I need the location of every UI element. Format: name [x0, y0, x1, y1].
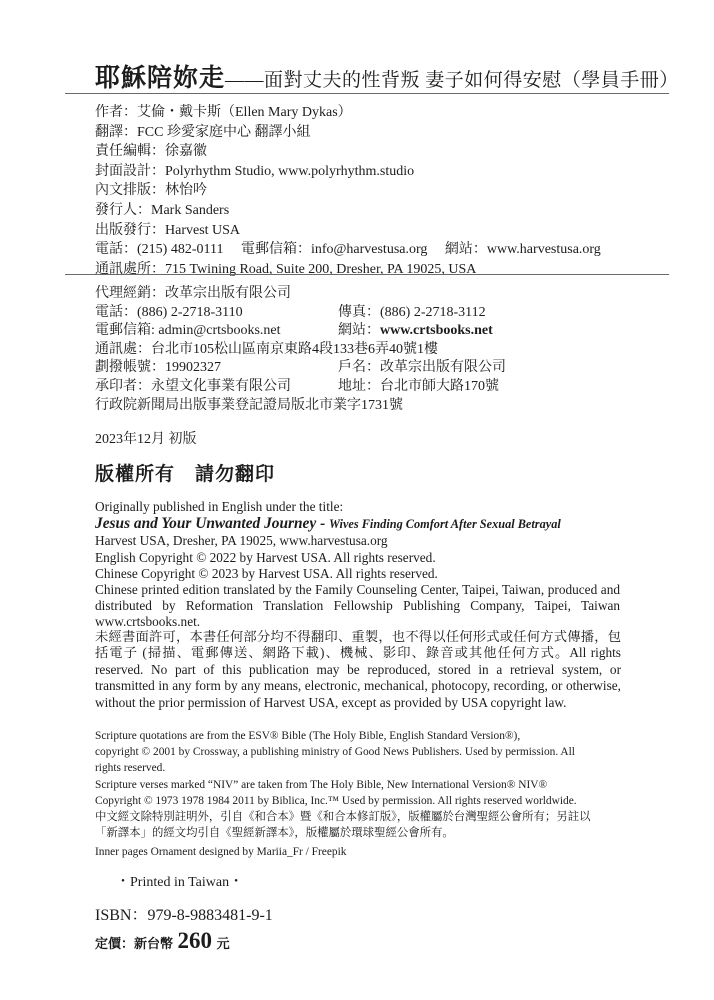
price-amount: 260 — [177, 928, 213, 953]
scripture-credits — [95, 728, 625, 861]
distributor-address: 通訊處：台北市105松山區南京東路4段133巷6弄40號1樓 — [95, 341, 438, 357]
esv-credit-line-2: copyright © 2001 by Crossway, a publishing ministry of Good News Publishers. Used by permission. All — [95, 746, 575, 759]
credit-address: 通訊處所：715 Twining Road, Suite 200, Dresher, PA 19025, USA — [95, 261, 477, 277]
credit-translator: 翻譯：FCC 珍愛家庭中心 翻譯小組 — [95, 124, 311, 140]
price-label: 定價：新台幣 — [95, 937, 174, 952]
book-title-row — [95, 58, 679, 94]
top-divider — [65, 93, 669, 94]
original-publication-block — [95, 499, 620, 631]
chinese-copyright: Chinese Copyright © 2023 by Harvest USA. All rights reserved. — [95, 565, 438, 581]
esv-credit-line-1: Scripture quotations are from the ESV® Bible (The Holy Bible, English Standard Version®), — [95, 730, 521, 742]
english-copyright: English Copyright © 2022 by Harvest USA. All rights reserved. — [95, 549, 436, 565]
printed-in-taiwan: ・Printed in Taiwan・ — [116, 875, 244, 890]
rights-reserved-heading: 版權所有 請勿翻印 — [95, 464, 276, 485]
credits-block — [95, 103, 601, 279]
niv-credit-line-1: Scripture verses marked “NIV” are taken from The Holy Bible, New International Version® NIV® — [95, 778, 548, 791]
registration-number: 行政院新聞局出版事業登記證局版北市業字1731號 — [95, 397, 403, 413]
edition-date: 2023年12月 初版 — [95, 432, 197, 447]
distributor-email: 電郵信箱: admin@crtsbooks.net — [95, 323, 281, 339]
chinese-scripture-line-2: 「新譯本」的經文均引自《聖經新譯本》，版權屬於環球聖經公會所有。 — [95, 827, 454, 840]
printer-name: 承印者：永望文化事業有限公司 — [95, 378, 291, 394]
credit-issuer: 發行人：Mark Sanders — [95, 202, 230, 218]
distributor-website: www.crtsbooks.net — [380, 323, 493, 339]
middle-divider — [65, 274, 669, 275]
printer-address: 地址：台北市師大路170號 — [338, 378, 499, 394]
distributor-website-row — [338, 322, 493, 341]
credit-author: 作者：艾倫・戴卡斯（Ellen Mary Dykas） — [95, 105, 352, 120]
distributor-account-number: 劃撥帳號：19902327 — [95, 360, 221, 376]
reproduction-notice: 未經書面許可，本書任何部分均不得翻印、重製，也不得以任何形式或任何方式傳播，包括電子 (掃描、電郵傳送、網路下載)、機械、影印、錄音或其他任何方式。All rights reserved. No part of this publication may be reproduced, stored in a retrieval system, or transmitted in any form by any means, electronic, mechanical, photocopy, recording, or otherwise, without the prior permission of Harvest USA, except as provided by USA copyright law. — [95, 629, 621, 710]
credit-publisher: 出版發行：Harvest USA — [95, 222, 241, 238]
original-book-title: Jesus and Your Unwanted Journey - — [95, 515, 330, 533]
original-publisher: Harvest USA, Dresher, PA 19025, www.harvestusa.org — [95, 533, 388, 549]
chinese-scripture-line-1: 中文經文除特別註明外，引自《和合本》暨《和合本修訂版》，版權屬於台灣聖經公會所有；另註以 — [95, 811, 591, 824]
credit-contact: 電話：(215) 482-0111 電郵信箱：info@harvestusa.org 網站：www.harvestusa.org — [95, 242, 601, 258]
credit-layout: 內文排版：林怡吟 — [95, 183, 207, 199]
credit-editor: 責任編輯：徐嘉徽 — [95, 144, 207, 160]
book-title: 耶穌陪妳走 — [95, 65, 226, 92]
translation-note: Chinese printed edition translated by the Family Counseling Center, Taipei, Taiwan, produced and distributed by Reformation Translation Fellowship Publishing Company, Taipei, Taiwan www.crtsbooks.net. — [95, 582, 620, 630]
distributor-phone: 電話：(886) 2-2718-3110 — [95, 304, 243, 320]
price-unit: 元 — [216, 937, 230, 952]
distributor-fax: 傳真：(886) 2-2718-3112 — [338, 304, 486, 320]
original-title-row — [95, 516, 620, 532]
niv-credit-line-2: Copyright © 1973 1978 1984 2011 by Biblica, Inc.™ Used by permission. All rights reserved worldwide. — [95, 794, 577, 807]
isbn: ISBN：979-8-9883481-9-1 — [95, 907, 273, 924]
original-intro: Originally published in English under the title: — [95, 499, 344, 514]
esv-credit-line-3: rights reserved. — [95, 762, 166, 775]
distributor-block — [95, 285, 506, 415]
distributor-account-name: 戶名：改革宗出版有限公司 — [338, 360, 506, 376]
ornament-credit: Inner pages Ornament designed by Mariia_Fr / Freepik — [95, 846, 347, 859]
price — [95, 928, 230, 954]
distributor-website-label: 網站： — [338, 323, 380, 339]
credit-cover-design: 封面設計：Polyrhythm Studio, www.polyrhythm.studio — [95, 163, 415, 179]
book-subtitle: ——面對丈夫的性背叛 妻子如何得安慰（學員手冊） — [225, 70, 679, 91]
distributor-agent: 代理經銷：改革宗出版有限公司 — [95, 286, 291, 301]
original-book-subtitle: Wives Finding Comfort After Sexual Betrayal — [329, 517, 561, 532]
